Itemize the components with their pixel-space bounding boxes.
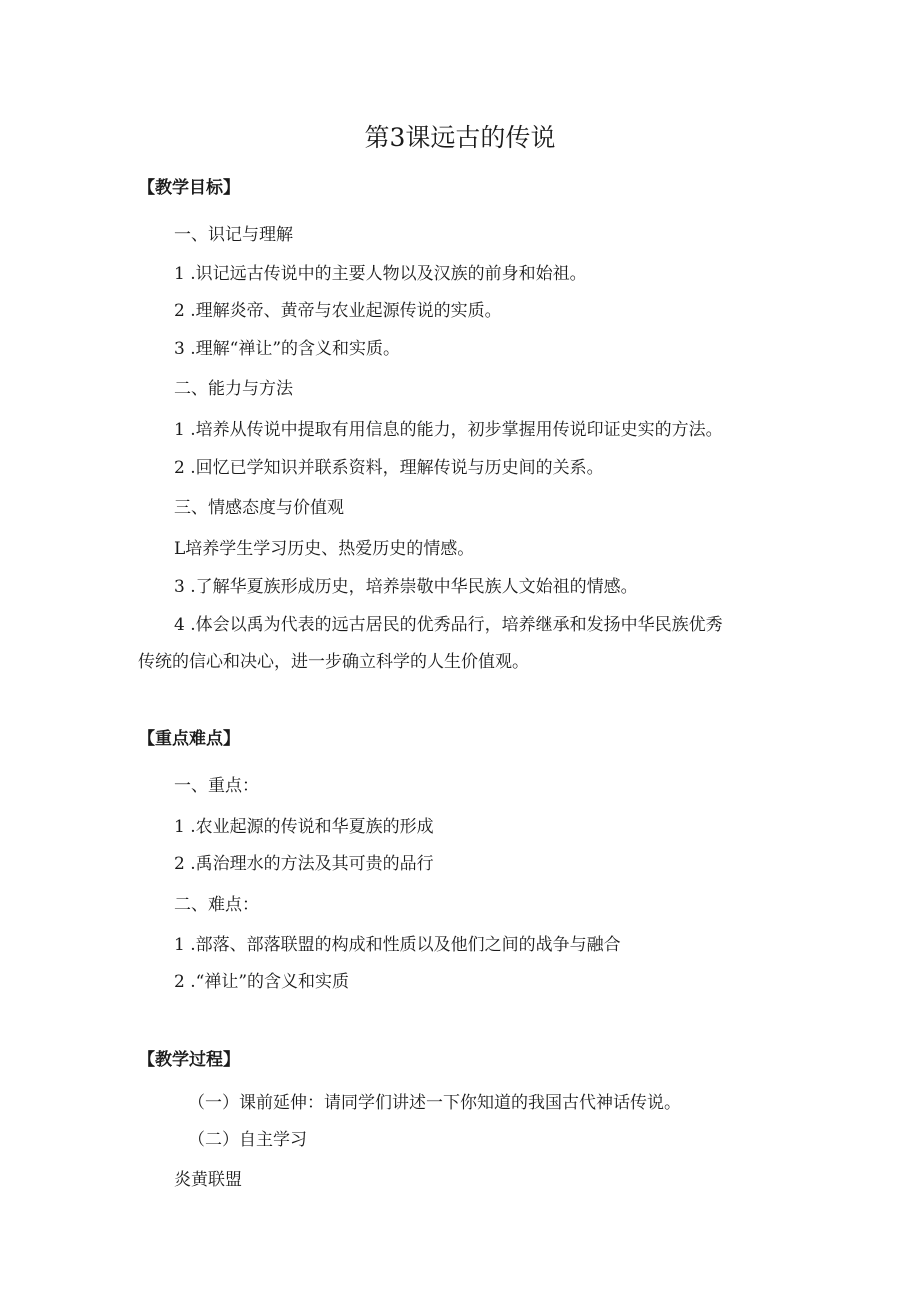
key-points-heading: 【重点难点】	[138, 729, 240, 749]
objectives-part1-item: 3 .理解“禅让”的含义和实质。	[174, 339, 401, 359]
objectives-part2-title: 二、能力与方法	[174, 379, 293, 399]
page-title: 第3课远古的传说	[364, 123, 556, 152]
objectives-part3-title: 三、情感态度与价值观	[174, 498, 344, 518]
objectives-part1-item: 2 .理解炎帝、黄帝与农业起源传说的实质。	[174, 301, 502, 321]
process-heading: 【教学过程】	[138, 1050, 240, 1070]
objectives-part1-title: 一、识记与理解	[174, 225, 293, 245]
difficulty-title: 二、难点：	[174, 895, 259, 915]
process-subheading: 炎黄联盟	[174, 1170, 242, 1190]
objectives-part2-item: 2 .回忆已学知识并联系资料，理解传说与历史间的关系。	[174, 458, 604, 478]
focus-item: 2 .禹治理水的方法及其可贵的品行	[174, 854, 434, 874]
objectives-part3-item: L培养学生学习历史、热爱历史的情感。	[174, 539, 475, 559]
objectives-part2-item: 1 .培养从传说中提取有用信息的能力，初步掌握用传说印证史实的方法。	[174, 420, 723, 440]
process-item: （二）自主学习	[188, 1130, 307, 1150]
objectives-part3-item: 4 .体会以禹为代表的远古居民的优秀品行，培养继承和发扬中华民族优秀	[174, 615, 723, 635]
objectives-part3-item-continued: 传统的信心和决心，进一步确立科学的人生价值观。	[138, 652, 529, 672]
focus-title: 一、重点：	[174, 776, 259, 796]
objectives-part1-item: 1 .识记远古传说中的主要人物以及汉族的前身和始祖。	[174, 264, 587, 284]
process-item: （一）课前延伸：请同学们讲述一下你知道的我国古代神话传说。	[188, 1093, 681, 1113]
focus-item: 1 .农业起源的传说和华夏族的形成	[174, 817, 434, 837]
difficulty-item: 2 .“禅让”的含义和实质	[174, 972, 350, 992]
difficulty-item: 1 .部落、部落联盟的构成和性质以及他们之间的战争与融合	[174, 935, 621, 955]
objectives-part3-item: 3 .了解华夏族形成历史，培养崇敬中华民族人文始祖的情感。	[174, 577, 638, 597]
objectives-heading: 【教学目标】	[138, 178, 240, 198]
